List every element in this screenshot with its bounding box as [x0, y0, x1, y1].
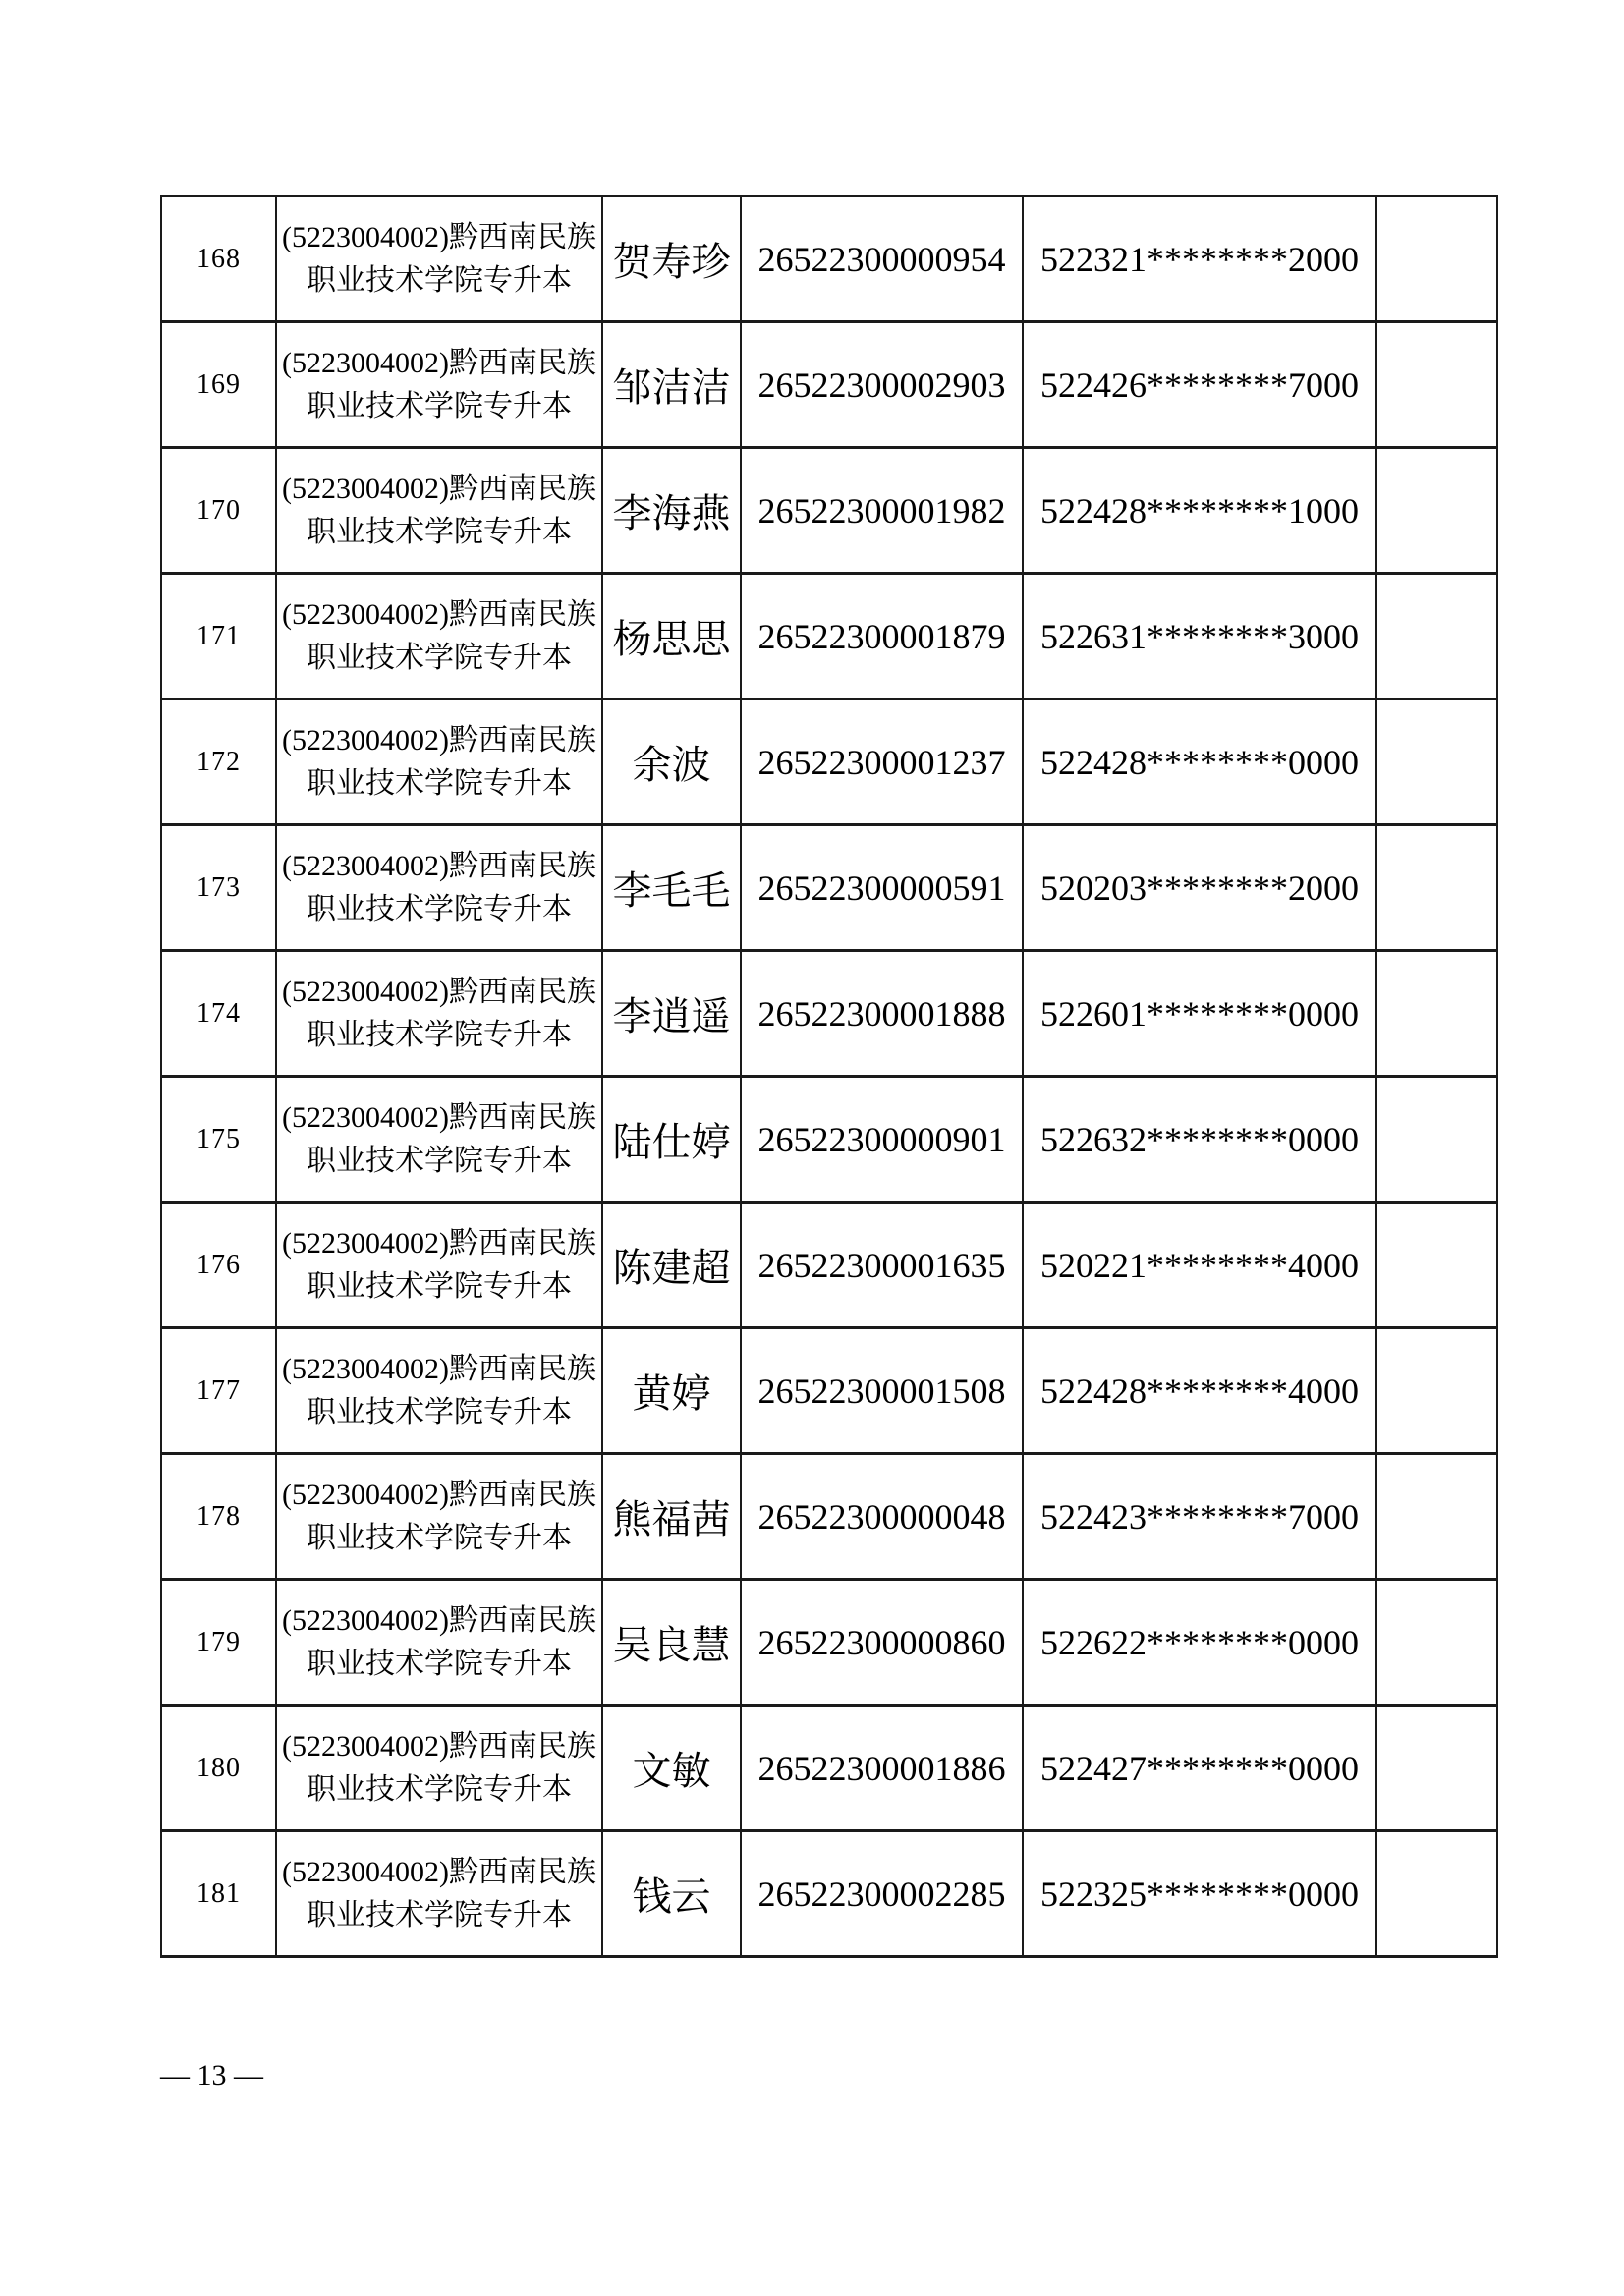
school-cell	[276, 1328, 602, 1454]
masked-id-cell: 522427********0000	[1023, 1706, 1376, 1831]
school-cell	[276, 1580, 602, 1706]
masked-id-cell: 522601********0000	[1023, 951, 1376, 1077]
remark-cell	[1376, 1077, 1497, 1203]
school-name-line2: 职业技术学院专升本	[307, 389, 572, 422]
sequence-number-cell: 175	[161, 1077, 276, 1203]
remark-cell	[1376, 448, 1497, 574]
sequence-number-cell: 172	[161, 700, 276, 825]
table-row	[161, 322, 1497, 448]
table-row	[161, 1328, 1497, 1454]
school-name-line1: (5223004002)黔西南民族	[282, 220, 596, 253]
school-name-line1: (5223004002)黔西南民族	[282, 1478, 596, 1511]
exam-number-cell: 26522300001508	[741, 1328, 1023, 1454]
school-cell	[276, 700, 602, 825]
school-name-line1: (5223004002)黔西南民族	[282, 1603, 596, 1637]
student-name-cell: 吴良慧	[602, 1580, 741, 1706]
remark-cell	[1376, 700, 1497, 825]
school-name-line1: (5223004002)黔西南民族	[282, 1226, 596, 1260]
school-cell	[276, 574, 602, 700]
table-row	[161, 951, 1497, 1077]
masked-id-cell: 522428********4000	[1023, 1328, 1376, 1454]
sequence-number-cell: 176	[161, 1203, 276, 1328]
table-row	[161, 1706, 1497, 1831]
masked-id-cell: 522325********0000	[1023, 1831, 1376, 1957]
sequence-number-cell: 179	[161, 1580, 276, 1706]
table-row	[161, 825, 1497, 951]
table-row	[161, 196, 1497, 322]
masked-id-cell: 522426********7000	[1023, 322, 1376, 448]
school-name-line1: (5223004002)黔西南民族	[282, 1100, 596, 1134]
remark-cell	[1376, 825, 1497, 951]
sequence-number-cell: 170	[161, 448, 276, 574]
sequence-number-cell: 177	[161, 1328, 276, 1454]
school-cell	[276, 951, 602, 1077]
remark-cell	[1376, 1454, 1497, 1580]
school-name-line1: (5223004002)黔西南民族	[282, 1352, 596, 1385]
school-cell	[276, 1831, 602, 1957]
masked-id-cell: 520203********2000	[1023, 825, 1376, 951]
school-cell	[276, 1454, 602, 1580]
table-row	[161, 1077, 1497, 1203]
sequence-number-cell: 173	[161, 825, 276, 951]
sequence-number-cell: 181	[161, 1831, 276, 1957]
masked-id-cell: 520221********4000	[1023, 1203, 1376, 1328]
student-name-cell: 黄婷	[602, 1328, 741, 1454]
sequence-number-cell: 168	[161, 196, 276, 322]
exam-number-cell: 26522300000860	[741, 1580, 1023, 1706]
exam-number-cell: 26522300001237	[741, 700, 1023, 825]
masked-id-cell: 522631********3000	[1023, 574, 1376, 700]
school-name-line2: 职业技术学院专升本	[307, 1772, 572, 1806]
student-name-cell: 陈建超	[602, 1203, 741, 1328]
exam-number-cell: 26522300002285	[741, 1831, 1023, 1957]
student-name-cell: 陆仕婷	[602, 1077, 741, 1203]
school-name-line2: 职业技术学院专升本	[307, 1269, 572, 1303]
table-row	[161, 574, 1497, 700]
masked-id-cell: 522622********0000	[1023, 1580, 1376, 1706]
table-row	[161, 700, 1497, 825]
remark-cell	[1376, 1706, 1497, 1831]
remark-cell	[1376, 1831, 1497, 1957]
school-name-line1: (5223004002)黔西南民族	[282, 346, 596, 379]
school-name-line1: (5223004002)黔西南民族	[282, 723, 596, 756]
school-name-line1: (5223004002)黔西南民族	[282, 1729, 596, 1763]
school-cell	[276, 196, 602, 322]
remark-cell	[1376, 1328, 1497, 1454]
school-name-line2: 职业技术学院专升本	[307, 1647, 572, 1680]
student-name-cell: 李逍遥	[602, 951, 741, 1077]
school-name-line2: 职业技术学院专升本	[307, 1144, 572, 1177]
school-name-line1: (5223004002)黔西南民族	[282, 849, 596, 882]
remark-cell	[1376, 951, 1497, 1077]
school-name-line1: (5223004002)黔西南民族	[282, 597, 596, 631]
school-cell	[276, 1203, 602, 1328]
student-name-cell: 李毛毛	[602, 825, 741, 951]
school-name-line2: 职业技术学院专升本	[307, 1018, 572, 1051]
sequence-number-cell: 169	[161, 322, 276, 448]
school-name-line2: 职业技术学院专升本	[307, 1521, 572, 1554]
student-name-cell: 余波	[602, 700, 741, 825]
masked-id-cell: 522428********1000	[1023, 448, 1376, 574]
student-name-cell: 熊福茜	[602, 1454, 741, 1580]
remark-cell	[1376, 1203, 1497, 1328]
school-name-line2: 职业技术学院专升本	[307, 641, 572, 674]
sequence-number-cell: 174	[161, 951, 276, 1077]
school-cell	[276, 448, 602, 574]
school-name-line2: 职业技术学院专升本	[307, 766, 572, 800]
table-body	[161, 196, 1497, 1957]
table-row	[161, 1831, 1497, 1957]
table-row	[161, 1580, 1497, 1706]
exam-number-cell: 26522300002903	[741, 322, 1023, 448]
table-row	[161, 1454, 1497, 1580]
admission-roster-table	[160, 195, 1498, 1958]
masked-id-cell: 522423********7000	[1023, 1454, 1376, 1580]
remark-cell	[1376, 574, 1497, 700]
school-name-line2: 职业技术学院专升本	[307, 263, 572, 297]
school-name-line1: (5223004002)黔西南民族	[282, 1855, 596, 1888]
exam-number-cell: 26522300001982	[741, 448, 1023, 574]
school-cell	[276, 322, 602, 448]
student-name-cell: 杨思思	[602, 574, 741, 700]
student-name-cell: 贺寿珍	[602, 196, 741, 322]
school-name-line2: 职业技术学院专升本	[307, 1395, 572, 1428]
school-name-line2: 职业技术学院专升本	[307, 515, 572, 548]
masked-id-cell: 522632********0000	[1023, 1077, 1376, 1203]
exam-number-cell: 26522300001888	[741, 951, 1023, 1077]
page-number: — 13 —	[160, 2059, 263, 2092]
student-name-cell: 钱云	[602, 1831, 741, 1957]
student-name-cell: 李海燕	[602, 448, 741, 574]
remark-cell	[1376, 1580, 1497, 1706]
school-name-line2: 职业技术学院专升本	[307, 892, 572, 925]
exam-number-cell: 26522300001886	[741, 1706, 1023, 1831]
masked-id-cell: 522321********2000	[1023, 196, 1376, 322]
remark-cell	[1376, 322, 1497, 448]
remark-cell	[1376, 196, 1497, 322]
school-cell	[276, 1706, 602, 1831]
student-name-cell: 邹洁洁	[602, 322, 741, 448]
student-name-cell: 文敏	[602, 1706, 741, 1831]
sequence-number-cell: 171	[161, 574, 276, 700]
masked-id-cell: 522428********0000	[1023, 700, 1376, 825]
sequence-number-cell: 178	[161, 1454, 276, 1580]
exam-number-cell: 26522300001879	[741, 574, 1023, 700]
exam-number-cell: 26522300000048	[741, 1454, 1023, 1580]
exam-number-cell: 26522300000591	[741, 825, 1023, 951]
school-cell	[276, 825, 602, 951]
school-name-line2: 职业技术学院专升本	[307, 1898, 572, 1932]
school-name-line1: (5223004002)黔西南民族	[282, 472, 596, 505]
sequence-number-cell: 180	[161, 1706, 276, 1831]
table-row	[161, 448, 1497, 574]
school-cell	[276, 1077, 602, 1203]
school-name-line1: (5223004002)黔西南民族	[282, 975, 596, 1008]
exam-number-cell: 26522300001635	[741, 1203, 1023, 1328]
exam-number-cell: 26522300000901	[741, 1077, 1023, 1203]
exam-number-cell: 26522300000954	[741, 196, 1023, 322]
table-row	[161, 1203, 1497, 1328]
